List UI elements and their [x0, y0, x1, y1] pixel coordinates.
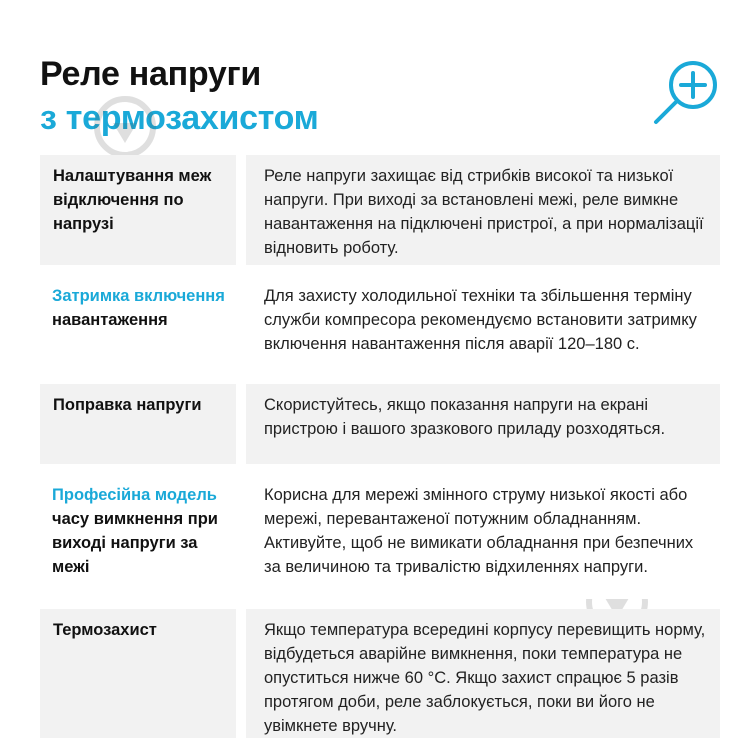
feature-label [40, 275, 236, 374]
table-row [40, 384, 720, 464]
feature-label [40, 609, 236, 738]
feature-label [40, 474, 236, 599]
feature-label-text: Налаштування меж відключення по напрузі [53, 167, 212, 233]
feature-label-accent: Професійна модель [52, 486, 217, 504]
feature-description: Корисна для мережі змінного струму низької якості або мережі, перевантаженої потужним обладнанням. Активуйте, щоб не вимикати обладнання при безпечних за величиною та тривалістю відхиленнях напруги. [246, 474, 720, 599]
title-line-2: з термозахистом [40, 99, 319, 137]
table-row [40, 275, 720, 374]
zoom-in-icon[interactable] [648, 58, 728, 128]
feature-description: Для захисту холодильної техніки та збільшення терміну служби компресора рекомендуємо встановити затримку включення навантаження після аварії 120–180 с. [246, 275, 720, 374]
feature-label-text: часу вимкнення при виході напруги за межі [52, 510, 218, 576]
feature-label [40, 155, 236, 265]
features-table [40, 155, 720, 748]
table-row [40, 609, 720, 738]
feature-label-text: Термозахист [53, 621, 157, 639]
feature-label-accent: Затримка включення [52, 287, 225, 305]
feature-description: Реле напруги захищає від стрибків високої та низької напруги. При виході за встановлені межі, реле вимкне навантаження на підключені пристрої, а при нормалізації відновить роботу. [246, 155, 720, 265]
table-row [40, 155, 720, 265]
feature-description: Якщо температура всередині корпусу перевищить норму, відбудеться аварійне вимкнення, поки температура не опуститься нижче 60 °C. Якщо захист спрацює 5 разів протягом доби, реле заблокується, поки ви його не увімкнете вручну. [246, 609, 720, 738]
feature-label [40, 384, 236, 464]
feature-label-text: Поправка напруги [53, 396, 202, 414]
table-row [40, 474, 720, 599]
feature-label-text: навантаження [52, 311, 168, 329]
title-line-1: Реле напруги [40, 55, 261, 93]
feature-description: Скористуйтесь, якщо показання напруги на екрані пристрою і вашого зразкового приладу розходяться. [246, 384, 720, 464]
page-title [40, 52, 319, 140]
